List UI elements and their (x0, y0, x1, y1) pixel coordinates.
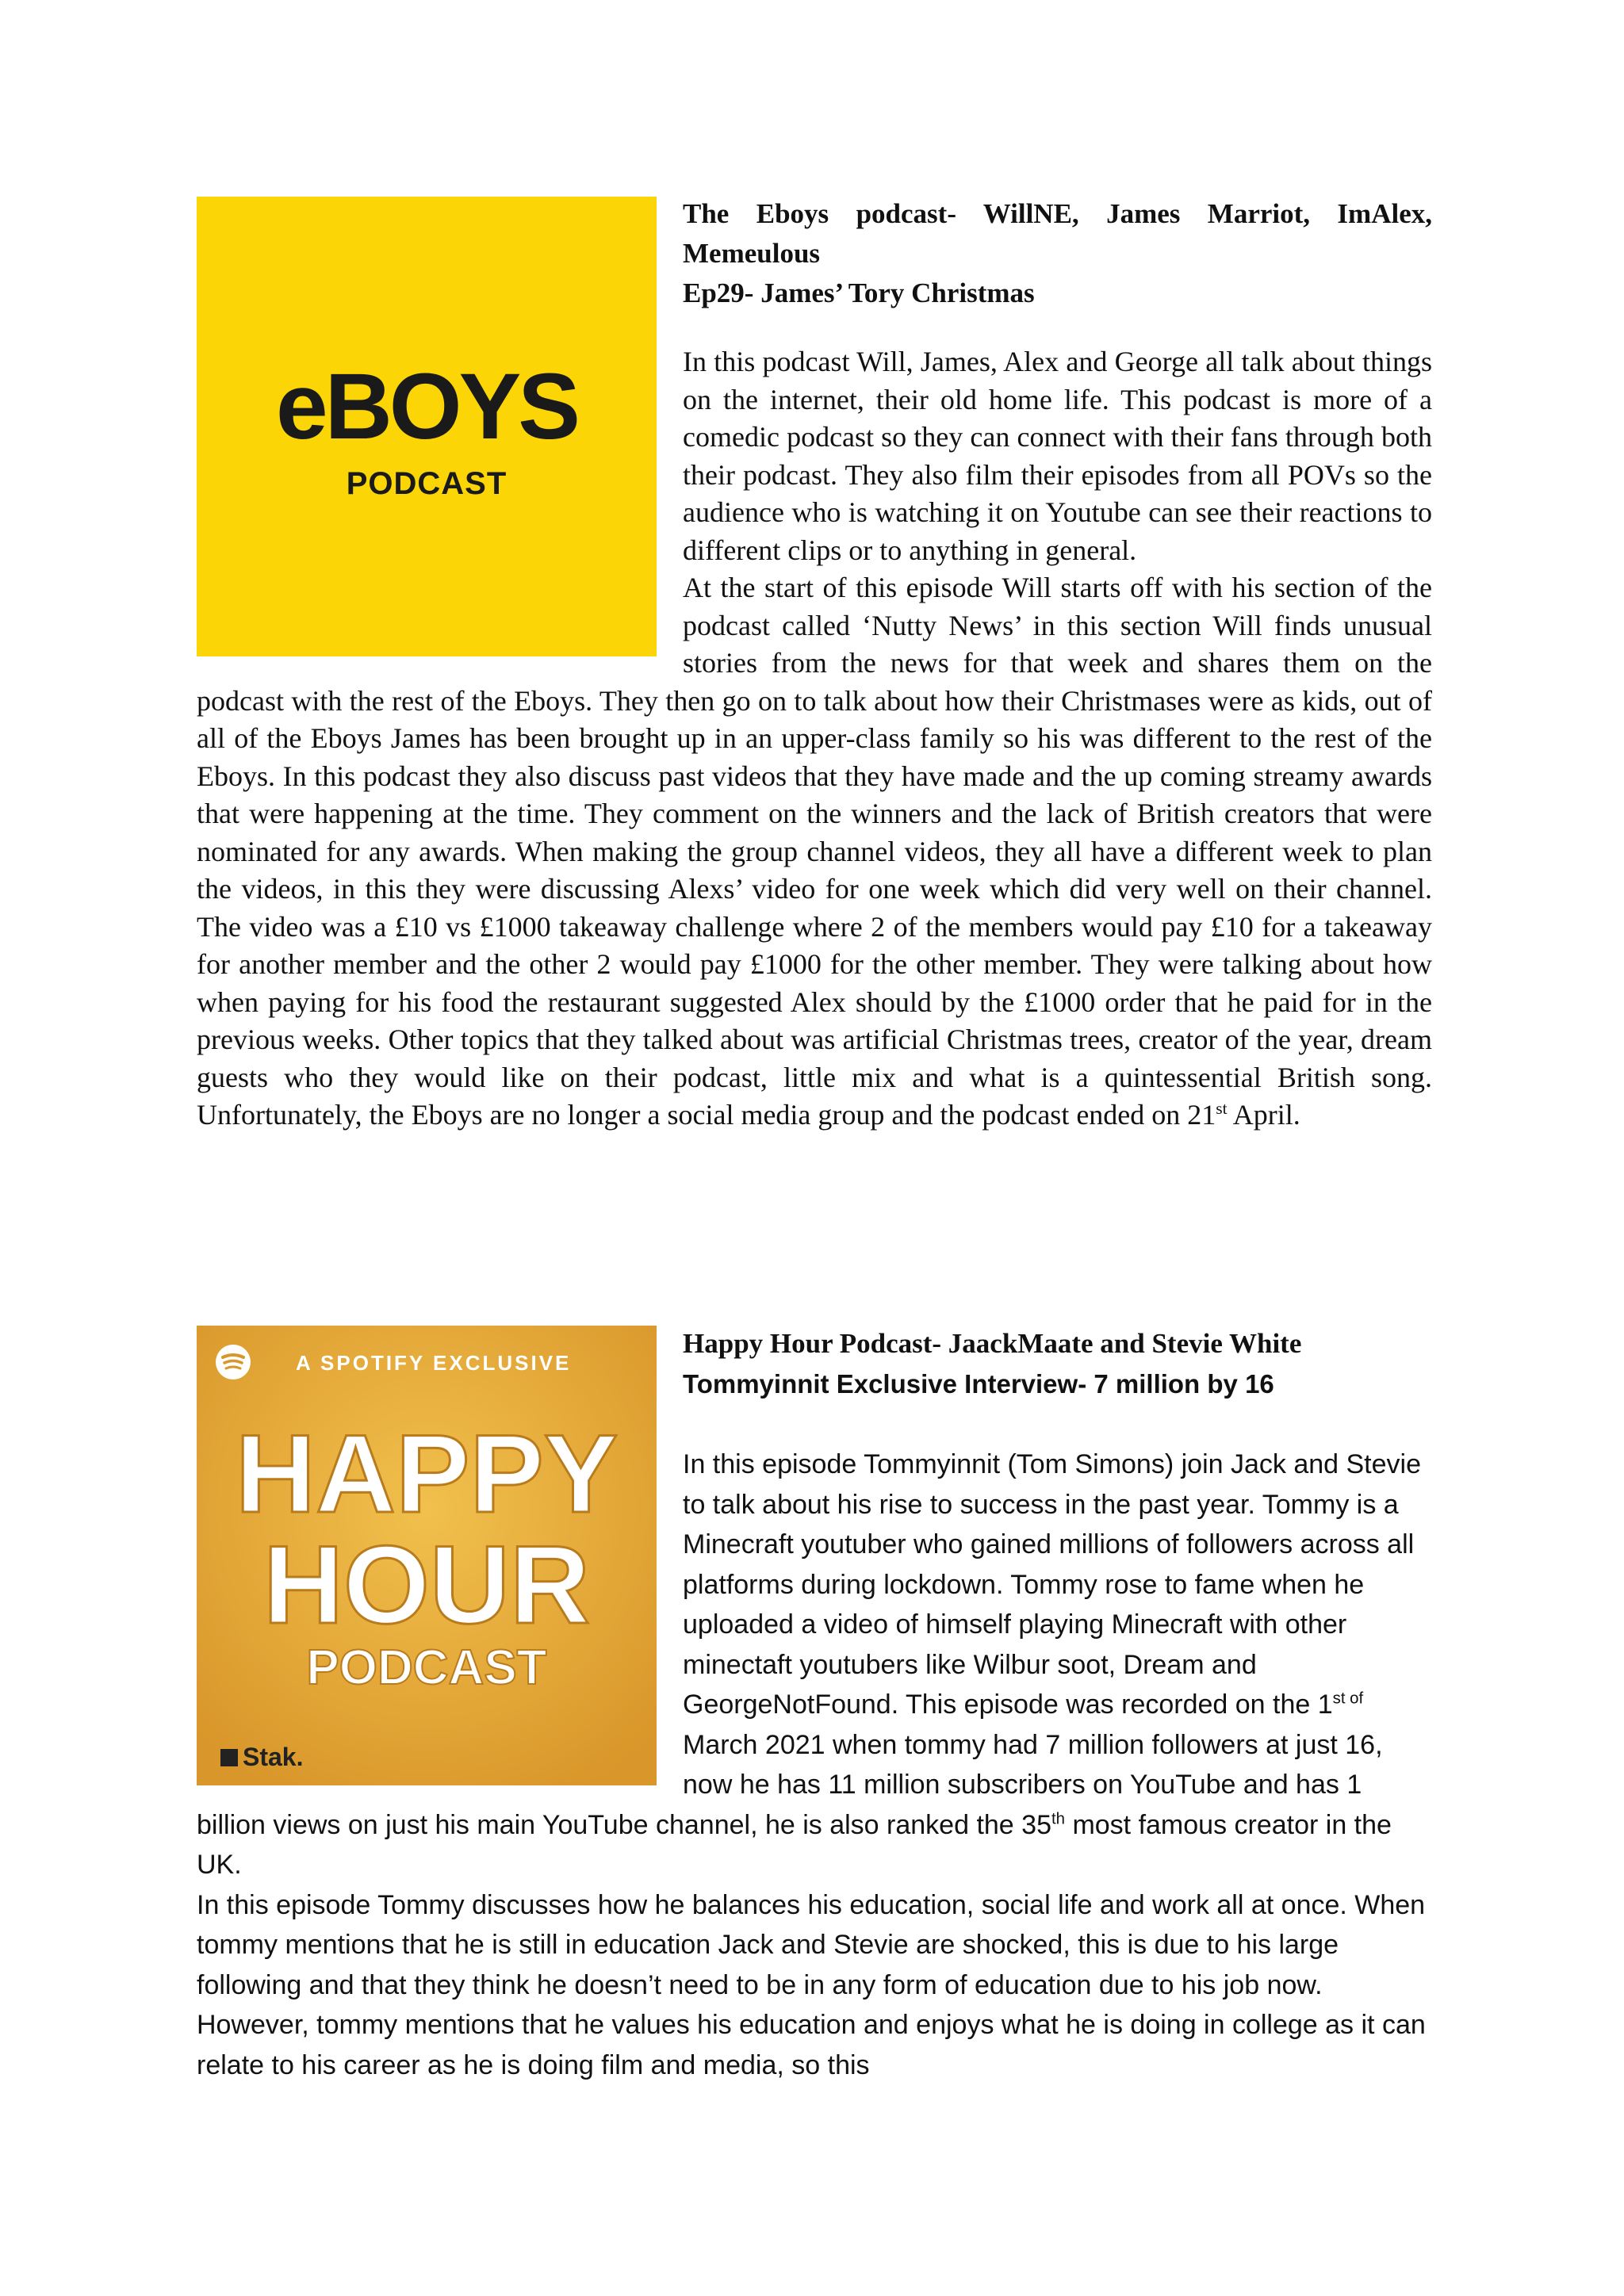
eboys-logo-subtext: PODCAST (346, 466, 508, 501)
happy-hour-paragraph-1: In this episode Tommyinnit (Tom Simons) join Jack and Stevie to talk about his rise to success in the past year. Tommy is a Minecraft youtuber who gained millions of followers across all platforms during lockdown. Tommy rose to fame when he uploaded a video of himself playing Minecraft with other minectaft youtubers like Wilbur soot, Dream and GeorgeNotFound. This episode was recorded on the $1^{st of}$ March 2021 when tommy had 7 million followers at just 16, now he has 11 million subscribers on YouTube and has 1 billion views on just his main YouTube channel, he is also ranked the 35th most famous creator in the UK. (197, 1449, 1421, 1880)
eboys-body-text (197, 343, 1432, 1135)
happy-hour-body-text (197, 1445, 1432, 2085)
eboys-title-block (683, 194, 1432, 313)
happy-hour-title: Happy Hour Podcast- JaackMaate and Stevie White (683, 1328, 1302, 1359)
date-superscript: st of (1332, 1689, 1364, 1708)
eboys-title-line2: Memeulous (683, 238, 821, 269)
stak-brand-text: Stak. (243, 1743, 304, 1771)
podcast-title-text: PODCAST (306, 1640, 547, 1695)
eboys-date-superscript: st (1216, 1099, 1228, 1118)
eboys-paragraph-1: In this podcast Will, James, Alex and George all talk about things on the internet, their old home life. This podcast is more of a comedic podcast so they can connect with their fans through both their podcast. They also film their episodes from all POVs so the audience who is watching it on Youtube can see their reactions to different clips or to anything in general. (683, 346, 1432, 566)
eboys-title-line1: The Eboys podcast- WillNE, James Marriot, ImAlex, (683, 198, 1432, 229)
rank-superscript: th (1051, 1810, 1065, 1828)
spotify-exclusive-badge: A SPOTIFY EXCLUSIVE (296, 1351, 572, 1375)
spotify-icon (216, 1345, 251, 1380)
eboys-paragraph-2: At the start of this episode Will starts off with his section of the podcast called ‘Nutty News’ in this section Will finds unusual stories from the news for that week and shares them on the podcast with the rest of the Eboys. They then go on to talk about how their Christmases were as kids, out of all of the Eboys James has been brought up in an upper-class family so his was different to the rest of the Eboys. In this podcast they also discuss past videos that they have made and the up coming streamy awards that were happening at the time. They comment on the winners and the lack of British creators that were nominated for any awards. When making the group channel videos, they all have a different week to plan the videos, in this they were discussing Alexs’ video for one week which did very well on their channel. The video was a £10 vs £1000 takeaway challenge where 2 of the members would pay £10 for a takeaway for another member and the other 2 would pay £1000 for the other member. They were talking about how when paying for his food the restaurant suggested Alex should by the £1000 order that he paid for in the previous weeks. Other topics that they talked about was artificial Christmas trees, creator of the year, dream guests who they would like on their podcast, little mix and what is a quintessential British song. Unfortunately, the Eboys are no longer a social media group and the podcast ended on 21st April. (197, 572, 1432, 1131)
happy-hour-subtitle: Tommyinnit Exclusive Interview- 7 million by 16 (683, 1369, 1274, 1399)
eboys-episode-title: Ep29- James’ Tory Christmas (683, 277, 1035, 308)
hour-title-text: HOUR (262, 1522, 591, 1647)
eboys-logo-text: eBOYS (275, 354, 578, 459)
happy-title-text: HAPPY (235, 1411, 619, 1536)
happy-hour-paragraph-2: In this episode Tommy discusses how he balances his education, social life and work all at once. When tommy mentions that he is still in education Jack and Stevie are shocked, this is due to his large following and that they think he doesn’t need to be in any form of education due to his job now. However, tommy mentions that he values his education and enjoys what he is doing in college as it can relate to his career as he is doing film and media, so this (197, 1889, 1426, 2080)
